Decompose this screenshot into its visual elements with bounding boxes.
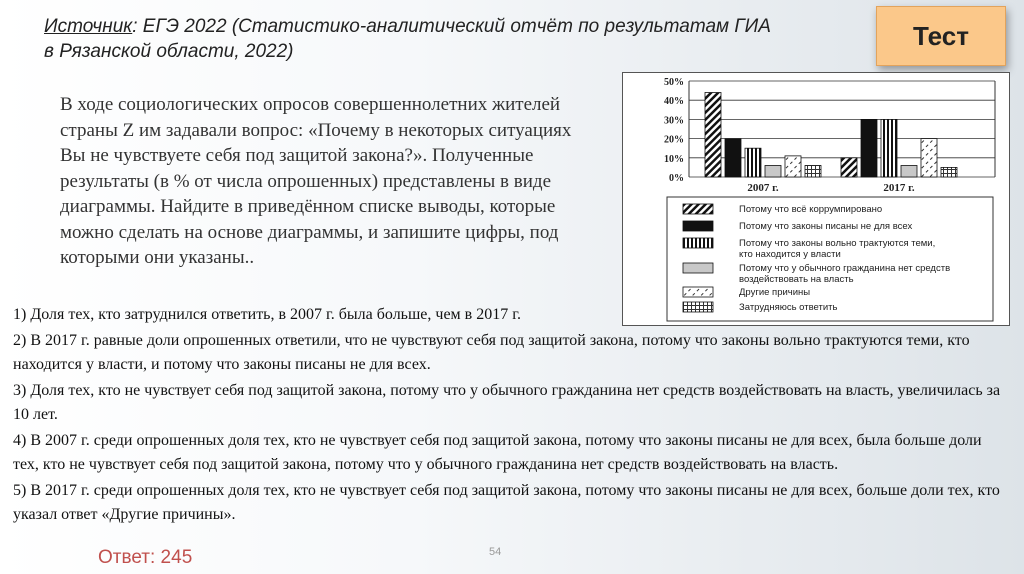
- statements-list: [13, 303, 1003, 529]
- bar: [861, 119, 877, 177]
- source-label: Источник: [44, 16, 133, 37]
- x-category-label: 2007 г.: [747, 182, 779, 194]
- legend-swatch: [683, 287, 713, 297]
- y-tick-label: 20%: [664, 134, 684, 146]
- y-tick-label: 40%: [664, 96, 684, 108]
- bar: [805, 165, 821, 177]
- legend-label: Потому что законы вольно трактуются теми,: [739, 238, 936, 249]
- statement-3: 3) Доля тех, кто не чувствует себя под защитой закона, потому что у обычного гражданина нет средств воздействовать на власть, увеличилась за 10 лет.: [13, 381, 1001, 423]
- bar: [941, 167, 957, 177]
- bar: [705, 93, 721, 177]
- test-badge-label: Тест: [913, 20, 969, 51]
- chart-svg: [623, 73, 1009, 325]
- test-badge: [876, 6, 1006, 66]
- bar: [725, 139, 741, 177]
- x-category-label: 2017 г.: [883, 182, 915, 194]
- bar: [901, 165, 917, 177]
- statement-1: 1) Доля тех, кто затруднился ответить, в 2007 г. была больше, чем в 2017 г.: [13, 306, 521, 323]
- legend-label: Потому что у обычного гражданина нет средств: [739, 263, 951, 274]
- y-tick-label: 50%: [664, 77, 684, 88]
- y-tick-label: 10%: [664, 153, 684, 165]
- legend-label: Потому что законы писаны не для всех: [739, 221, 913, 232]
- source-header: [44, 14, 784, 64]
- bar: [765, 165, 781, 177]
- y-tick-label: 0%: [669, 173, 684, 184]
- legend-label: кто находится у власти: [739, 249, 841, 260]
- statement-5: 5) В 2017 г. среди опрошенных доля тех, кто не чувствует себя под защитой закона, потому что законы писаны не для всех, больше доли тех, кто указал ответ «Другие причины».: [13, 481, 1000, 523]
- legend-label: воздействовать на власть: [739, 274, 854, 285]
- legend-label: Потому что всё коррумпировано: [739, 204, 883, 215]
- bar: [745, 148, 761, 177]
- bar: [785, 156, 801, 177]
- legend-label: Другие причины: [739, 287, 811, 298]
- bar: [881, 119, 897, 177]
- bar: [921, 139, 937, 177]
- legend-swatch: [683, 238, 713, 248]
- statement-2: 2) В 2017 г. равные доли опрошенных ответили, что не чувствуют себя под защитой закона, потому что законы вольно трактуются теми, кто находится у власти, и потому что законы писаны не для всех.: [13, 331, 970, 373]
- source-text: : ЕГЭ 2022 (Статистико-аналитический отчёт по результатам ГИА в Рязанской области, 2022): [44, 16, 771, 62]
- legend-swatch: [683, 221, 713, 231]
- legend-swatch: [683, 263, 713, 273]
- legend-swatch: [683, 204, 713, 214]
- page-number: 54: [489, 546, 502, 558]
- bar-chart: [622, 72, 1010, 326]
- task-text: В ходе социологических опросов совершеннолетних жителей страны Z им задавали вопрос: «Почему в некоторых ситуациях Вы не чувствуете себя под защитой закона?». Полученные результаты (в % от числа опрошенных) представлены в виде диаграммы. Найдите в приведённом списке выводы, которые можно сделать на основе диаграммы, и запишите цифры, под которыми они указаны..: [60, 94, 572, 268]
- answer-text: Ответ: 245: [98, 547, 193, 568]
- y-tick-label: 30%: [664, 115, 684, 127]
- legend-label: Затрудняюсь ответить: [739, 302, 838, 313]
- statement-4: 4) В 2007 г. среди опрошенных доля тех, кто не чувствует себя под защитой закона, потому что законы писаны не для всех, была больше доли тех, кто не чувствует себя под защитой закона, потому что у обычного гражданина нет средств воздействовать на власть.: [13, 431, 982, 473]
- bar: [841, 158, 857, 177]
